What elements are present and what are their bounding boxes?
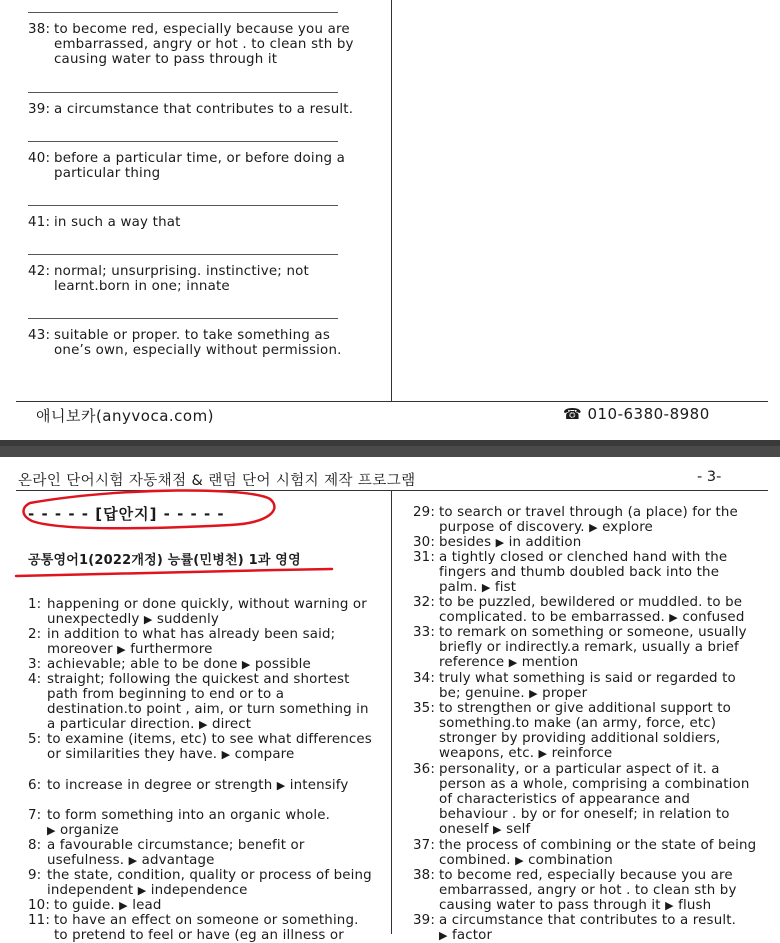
answer-definition	[28, 913, 373, 943]
definition-text: personality, or a particular aspect of it. a person as a whole, comprising a combination of characteristics of appearance and behaviour . by or for oneself; in relation to oneself	[439, 762, 750, 838]
answer-item	[28, 808, 373, 838]
definition-text: besides	[439, 535, 496, 550]
arrow-icon: ▶	[119, 899, 128, 912]
answer-item	[28, 838, 373, 868]
column-divider	[391, 0, 392, 402]
answer-item	[413, 701, 758, 761]
definition-text: straight; following the quickest and shortest path from beginning to end or to a destination.to point , aim, or turn something in a particular direction.	[47, 672, 369, 733]
answer-definition	[28, 898, 373, 913]
answer-definition	[413, 762, 758, 837]
answer-blank-line	[28, 92, 338, 93]
answer-definition	[413, 625, 758, 670]
answer-definition	[28, 778, 373, 793]
arrow-icon: ▶	[143, 613, 153, 627]
answer-number: 37:	[413, 838, 436, 853]
answer-definition	[28, 672, 373, 732]
arrow-icon: ▶	[276, 779, 286, 792]
answer-word: intensify	[285, 778, 349, 793]
answer-word: flush	[673, 898, 712, 914]
question-number: 38:	[28, 22, 51, 37]
answer-definition	[28, 838, 373, 868]
page-header: 온라인 단어시험 자동채점 & 랜덤 단어 시험지 제작 프로그램	[18, 473, 416, 489]
answer-definition	[413, 868, 758, 913]
answer-word: self	[501, 822, 531, 838]
answer-number: 39:	[413, 913, 436, 928]
answer-number: 7:	[28, 808, 42, 823]
answer-item	[413, 762, 758, 837]
definition-text: to guide.	[54, 898, 120, 913]
answer-item	[413, 625, 758, 670]
page-number: - 3-	[697, 469, 722, 485]
answer-word: furthermore	[125, 642, 213, 658]
answer-item	[28, 672, 373, 732]
definition-text: to become red, especially because you are embarrassed, angry or hot . to clean sth by causing water to pass through it	[439, 868, 737, 914]
arrow-icon: ▶	[439, 929, 448, 943]
question-number: 41:	[28, 215, 51, 230]
arrow-icon: ▶	[508, 656, 518, 670]
answer-item	[28, 913, 373, 943]
answer-number: 2:	[28, 627, 42, 642]
answer-blank-line	[28, 205, 338, 206]
question-item	[28, 264, 368, 294]
answer-number: 9:	[28, 868, 42, 883]
answer-definition	[28, 808, 373, 838]
answer-definition	[413, 913, 758, 943]
arrow-icon: ▶	[241, 658, 251, 671]
answer-number: 11:	[28, 913, 51, 928]
answer-word: proper	[537, 686, 588, 702]
answer-word: factor	[447, 928, 493, 943]
answer-number: 38:	[413, 868, 436, 883]
definition-text: truly what something is said or regarded to be; genuine.	[439, 671, 736, 702]
answer-word: fist	[490, 580, 517, 596]
answer-definition	[28, 868, 373, 898]
subject-title: 공통영어1(2022개정) 능률(민병천) 1과 영영	[28, 553, 301, 568]
question-item	[28, 328, 368, 358]
answer-number: 36:	[413, 762, 436, 777]
answer-word: lead	[127, 898, 162, 913]
definition-text: to be puzzled, bewildered or muddled. to be complicated. to be embarrassed.	[439, 595, 743, 626]
answer-blank-line	[28, 12, 338, 13]
answer-definition	[413, 505, 758, 535]
arrow-icon: ▶	[117, 643, 126, 657]
answer-item	[413, 595, 758, 625]
arrow-icon: ▶	[221, 748, 231, 762]
answer-item	[413, 535, 758, 550]
answer-definition	[413, 838, 758, 868]
question-number: 43:	[28, 328, 51, 343]
answer-item	[28, 627, 373, 657]
answer-item	[413, 913, 758, 943]
arrow-icon: ▶	[669, 611, 678, 625]
answer-number: 35:	[413, 701, 436, 716]
arrow-icon: ▶	[495, 536, 505, 549]
definition-text: achievable; able to be done	[47, 657, 242, 672]
answer-definition	[28, 627, 373, 657]
answer-number: 10:	[28, 898, 51, 913]
red-underline-annotation	[16, 569, 332, 576]
answer-number: 33:	[413, 625, 436, 640]
definition-text: to have an effect on someone or something. to pretend to feel or have (eg an illness or	[54, 913, 359, 943]
question-text: a circumstance that contributes to a result.	[54, 102, 354, 117]
arrow-icon: ▶	[665, 899, 674, 913]
definition-text: to examine (items, etc) to see what differences or similarities they have.	[47, 732, 372, 763]
question-text: normal; unsurprising. instinctive; not learnt.born in one; innate	[54, 264, 309, 294]
definition-text: to strengthen or give additional support to something.to make (an army, force, etc) stronger by providing additional soldiers, weapons, etc.	[439, 701, 731, 762]
answer-word: reinforce	[547, 746, 613, 762]
answer-word: advantage	[137, 853, 215, 869]
footer-phone: ☎ 010-6380-8980	[563, 405, 710, 423]
answer-number: 31:	[413, 550, 436, 565]
arrow-icon: ▶	[529, 687, 538, 701]
answer-word: confused	[677, 610, 745, 626]
answer-item	[413, 838, 758, 868]
answer-definition	[28, 732, 373, 762]
definition-text: a circumstance that contributes to a result.	[439, 913, 737, 928]
definition-text: a favourable circumstance; benefit or usefulness.	[47, 838, 305, 869]
answer-number: 30:	[413, 535, 436, 550]
answer-sheet-page	[0, 457, 780, 943]
answer-definition	[413, 701, 758, 761]
worksheet-page-top	[0, 0, 780, 440]
question-item	[28, 102, 368, 117]
answer-word: suddenly	[152, 612, 219, 628]
arrow-icon: ▶	[481, 581, 491, 595]
answer-word: organize	[55, 823, 119, 839]
answer-item	[28, 732, 373, 762]
answer-word: possible	[250, 657, 311, 672]
answer-number: 4:	[28, 672, 42, 687]
red-circle-annotation	[24, 490, 275, 528]
answer-blank-line	[28, 318, 338, 319]
question-number: 40:	[28, 151, 51, 166]
answer-word: explore	[597, 520, 653, 536]
answer-definition	[413, 595, 758, 625]
answer-blank-line	[28, 254, 338, 255]
definition-text: happening or done quickly, without warning or unexpectedly	[47, 597, 367, 628]
answer-item	[413, 550, 758, 595]
question-number: 39:	[28, 102, 51, 117]
definition-text: a tightly closed or clenched hand with the fingers and thumb doubled back into the palm.	[439, 550, 728, 596]
answer-item	[28, 868, 373, 898]
answer-definition	[28, 657, 373, 672]
definition-text: in addition to what has already been said; moreover	[47, 627, 336, 658]
answer-number: 6:	[28, 778, 42, 793]
arrow-icon: ▶	[493, 823, 502, 837]
definition-text: to form something into an organic whole.	[47, 808, 331, 823]
question-text: to become red, especially because you are embarrassed, angry or hot . to clean sth by causing water to pass through it	[54, 22, 354, 67]
question-item	[28, 151, 368, 181]
answer-definition	[28, 597, 373, 627]
answer-item	[413, 868, 758, 913]
answer-number: 34:	[413, 671, 436, 686]
question-number: 42:	[28, 264, 51, 279]
answer-word: mention	[517, 655, 579, 671]
answer-definition	[413, 671, 758, 701]
answer-number: 1:	[28, 597, 42, 612]
question-text: before a particular time, or before doing a particular thing	[54, 151, 346, 181]
answer-definition	[413, 535, 758, 550]
question-text: suitable or proper. to take something as one’s own, especially without permission.	[54, 328, 342, 358]
arrow-icon: ▶	[515, 854, 524, 868]
answer-number: 29:	[413, 505, 436, 520]
answer-word: compare	[230, 747, 295, 763]
answer-item	[28, 597, 373, 627]
arrow-icon: ▶	[137, 884, 147, 898]
answer-number: 5:	[28, 732, 42, 747]
answer-blank-line	[28, 141, 338, 142]
answer-item	[413, 505, 758, 535]
answer-item	[28, 657, 373, 672]
answer-item	[28, 898, 373, 913]
answer-word: combination	[523, 853, 613, 869]
definition-text: to remark on something or someone, usually briefly or indirectly.a remark, usually a brief reference	[439, 625, 747, 671]
footer-brand: 애니보카(anyvoca.com)	[36, 407, 215, 425]
definition-text: the state, condition, quality or process of being independent	[47, 868, 372, 899]
page-gap-shadow	[0, 440, 780, 446]
answer-item	[413, 671, 758, 701]
footer-divider	[16, 401, 768, 402]
question-item	[28, 22, 368, 67]
answer-word: direct	[207, 717, 252, 733]
answer-definition	[413, 550, 758, 595]
answer-sheet-title: - - - - - [답안지] - - - - -	[28, 505, 225, 523]
answer-number: 3:	[28, 657, 42, 672]
answer-number: 8:	[28, 838, 42, 853]
answer-word: independence	[146, 883, 248, 899]
arrow-icon: ▶	[198, 718, 208, 732]
definition-text: to increase in degree or strength	[47, 778, 277, 793]
answer-word: in addition	[504, 535, 582, 550]
definition-text: to search or travel through (a place) for the purpose of discovery.	[439, 505, 738, 536]
arrow-icon: ▶	[128, 854, 138, 868]
question-text: in such a way that	[54, 215, 181, 230]
question-item	[28, 215, 368, 230]
arrow-icon: ▶	[47, 824, 56, 838]
arrow-icon: ▶	[589, 521, 598, 535]
answer-number: 32:	[413, 595, 436, 610]
arrow-icon: ▶	[538, 747, 548, 761]
answer-item	[28, 778, 373, 793]
definition-text: the process of combining or the state of being combined.	[439, 838, 757, 869]
